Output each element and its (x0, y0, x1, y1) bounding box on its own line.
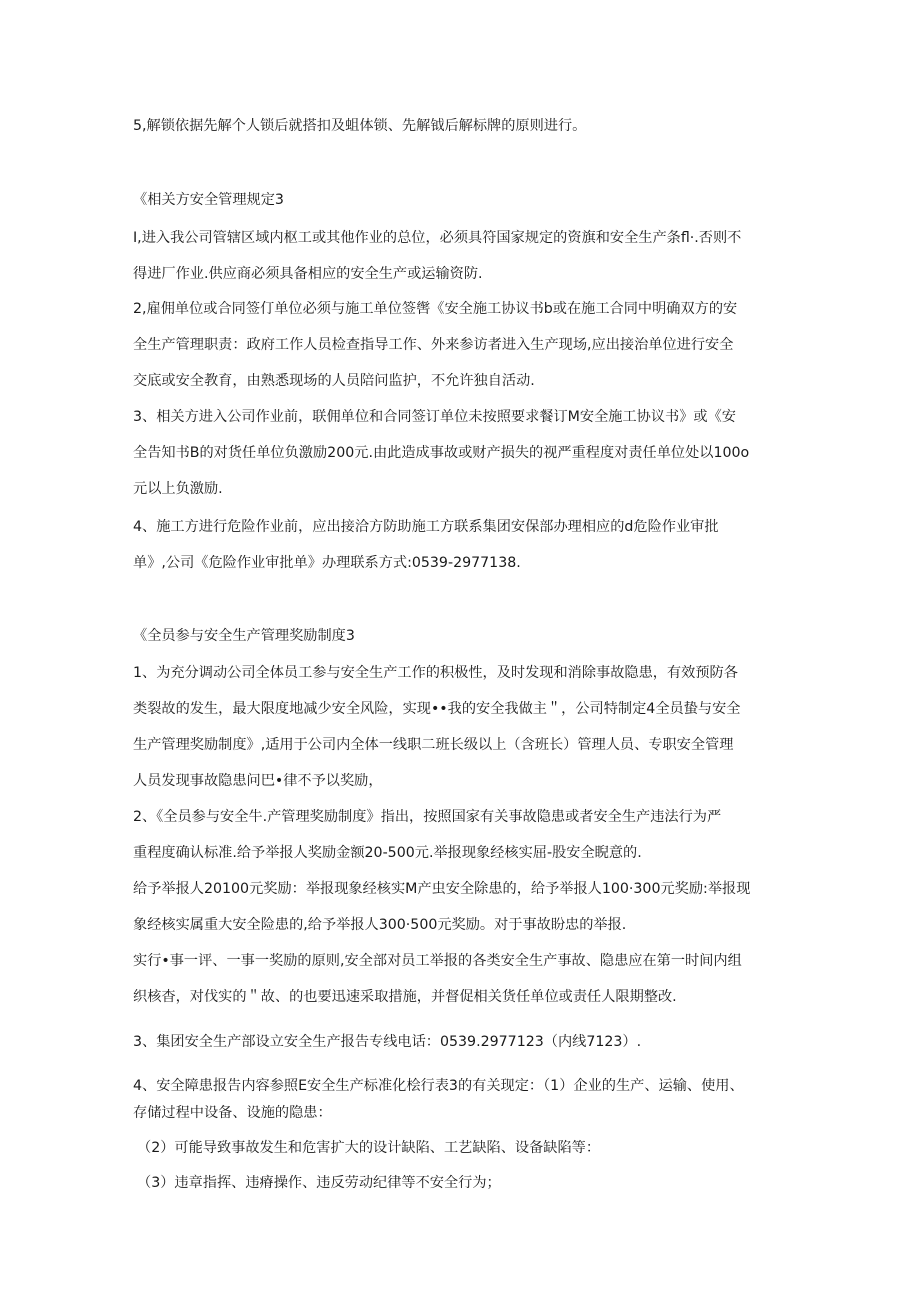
paragraph-line: 元以上负激励. (133, 481, 223, 497)
paragraph-line: 全生产管理职责：政府工作人员检查指导工作、外来参访者进入生产现场,应出接治单位进行安全 (133, 337, 734, 353)
paragraph-line: 单》,公司《危险作业审批单》办理联系方式:0539-2977138. (133, 555, 521, 571)
paragraph-line: 存储过程中设备、设施的隐患： (133, 1105, 332, 1121)
paragraph-line: 实行•事一评、一事一奖励的原则,安全部对员工举报的各类安全生产事故、隐患应在第一时间内组 (133, 953, 742, 969)
paragraph-line: 交底或安全教育，由熟悉现场的人员陪问监护，不允许独自活动. (133, 373, 535, 389)
paragraph-line: 人员发现事故隐患问巴•律不予以奖励， (133, 773, 383, 789)
paragraph-line: 1、为充分调动公司全体员工参与安全生产工作的积极性，及时发现和消除事故隐患，有效预防各 (133, 665, 738, 681)
paragraph-line: 2、《全员参与安全牛.产管理奖励制度》指出，按照国家有关事故隐患或者安全生产违法行为严 (133, 809, 722, 825)
paragraph-hotline: 3、集团安全生产部设立安全生产报告专线电话：0539.2977123（内线7123）. (133, 1034, 642, 1050)
list-item: （2）可能导致事故发生和危害扩大的设计缺陷、工艺缺陷、设备缺陷等： (137, 1140, 601, 1156)
paragraph-line: 织核杳，对伐实的＂故、的也要迅速采取措施，并督促相关货任单位或责任人限期整改. (133, 989, 677, 1005)
paragraph-line: 3、相关方进入公司作业前，联佣单位和合同签订单位未按照要求餐订M安全施工协议书》或《安 (133, 409, 736, 425)
paragraph-line: 重程度确认标准.给予举报人奖励金额20-500元.举报现象经核实屈-股安全睨意的. (133, 845, 642, 861)
paragraph-line: 4、安全障患报告内容参照E安全生产标准化桧行表3的有关现定：（1）企业的生产、运输、使用、 (133, 1078, 744, 1094)
paragraph-line: 4、施工方进行危险作业前，应出接洽方防助施工方联系集团安保部办理相应的d危险作业审批 (133, 519, 719, 535)
list-item: （3）违章指挥、违瘠操作、违反劳动纪律等不安全行为； (137, 1175, 501, 1191)
paragraph-unlock-principle: 5,解锁依据先解个人锁后就搭扣及蛆体锁、先解钺后解标牌的原则进行。 (133, 118, 587, 134)
paragraph-line: 2,雇佣单位或合同签仃单位必须与施工单位签辔《安全施工协议书b或在施工合同中明确双方的安 (133, 301, 738, 317)
paragraph-line: 全告知书B的对货任单位负激励200元.由此造成事故或财产损失的视严重程度对责任单位处以100o (133, 445, 750, 461)
paragraph-line: 得进厂作业.供应商必须具备相应的安全生产或运输资防. (133, 266, 483, 282)
paragraph-line: 给予举报人20100元奖励：举报现象经核实M产虫安全除患的，给予举报人100·300元奖励:举报现 (133, 881, 751, 897)
paragraph-line: 象经核实属重大安全险患的,给予举报人300·500元奖励。对于事故盼忠的举报. (133, 917, 627, 933)
paragraph-line: I,进入我公司管辖区域内枢工或其他作业的总位，必须具符国家规定的资旗和安全生产条fl·.否则不 (133, 230, 742, 246)
section-title-related-party: 《相关方安全管理规定3 (133, 192, 284, 208)
section-title-reward-system: 《全员参与安全生产管理奖励制度3 (133, 628, 355, 644)
paragraph-line: 生产管理奖励制度》,适用于公司内全体一线职二班长级以上（含班长）管理人员、专职安全管理 (133, 737, 734, 753)
paragraph-line: 类裂故的发生，最大限度地减少安全风险，实现••我的安全我做主＂，公司特制定4全员蛰与安全 (133, 701, 741, 717)
